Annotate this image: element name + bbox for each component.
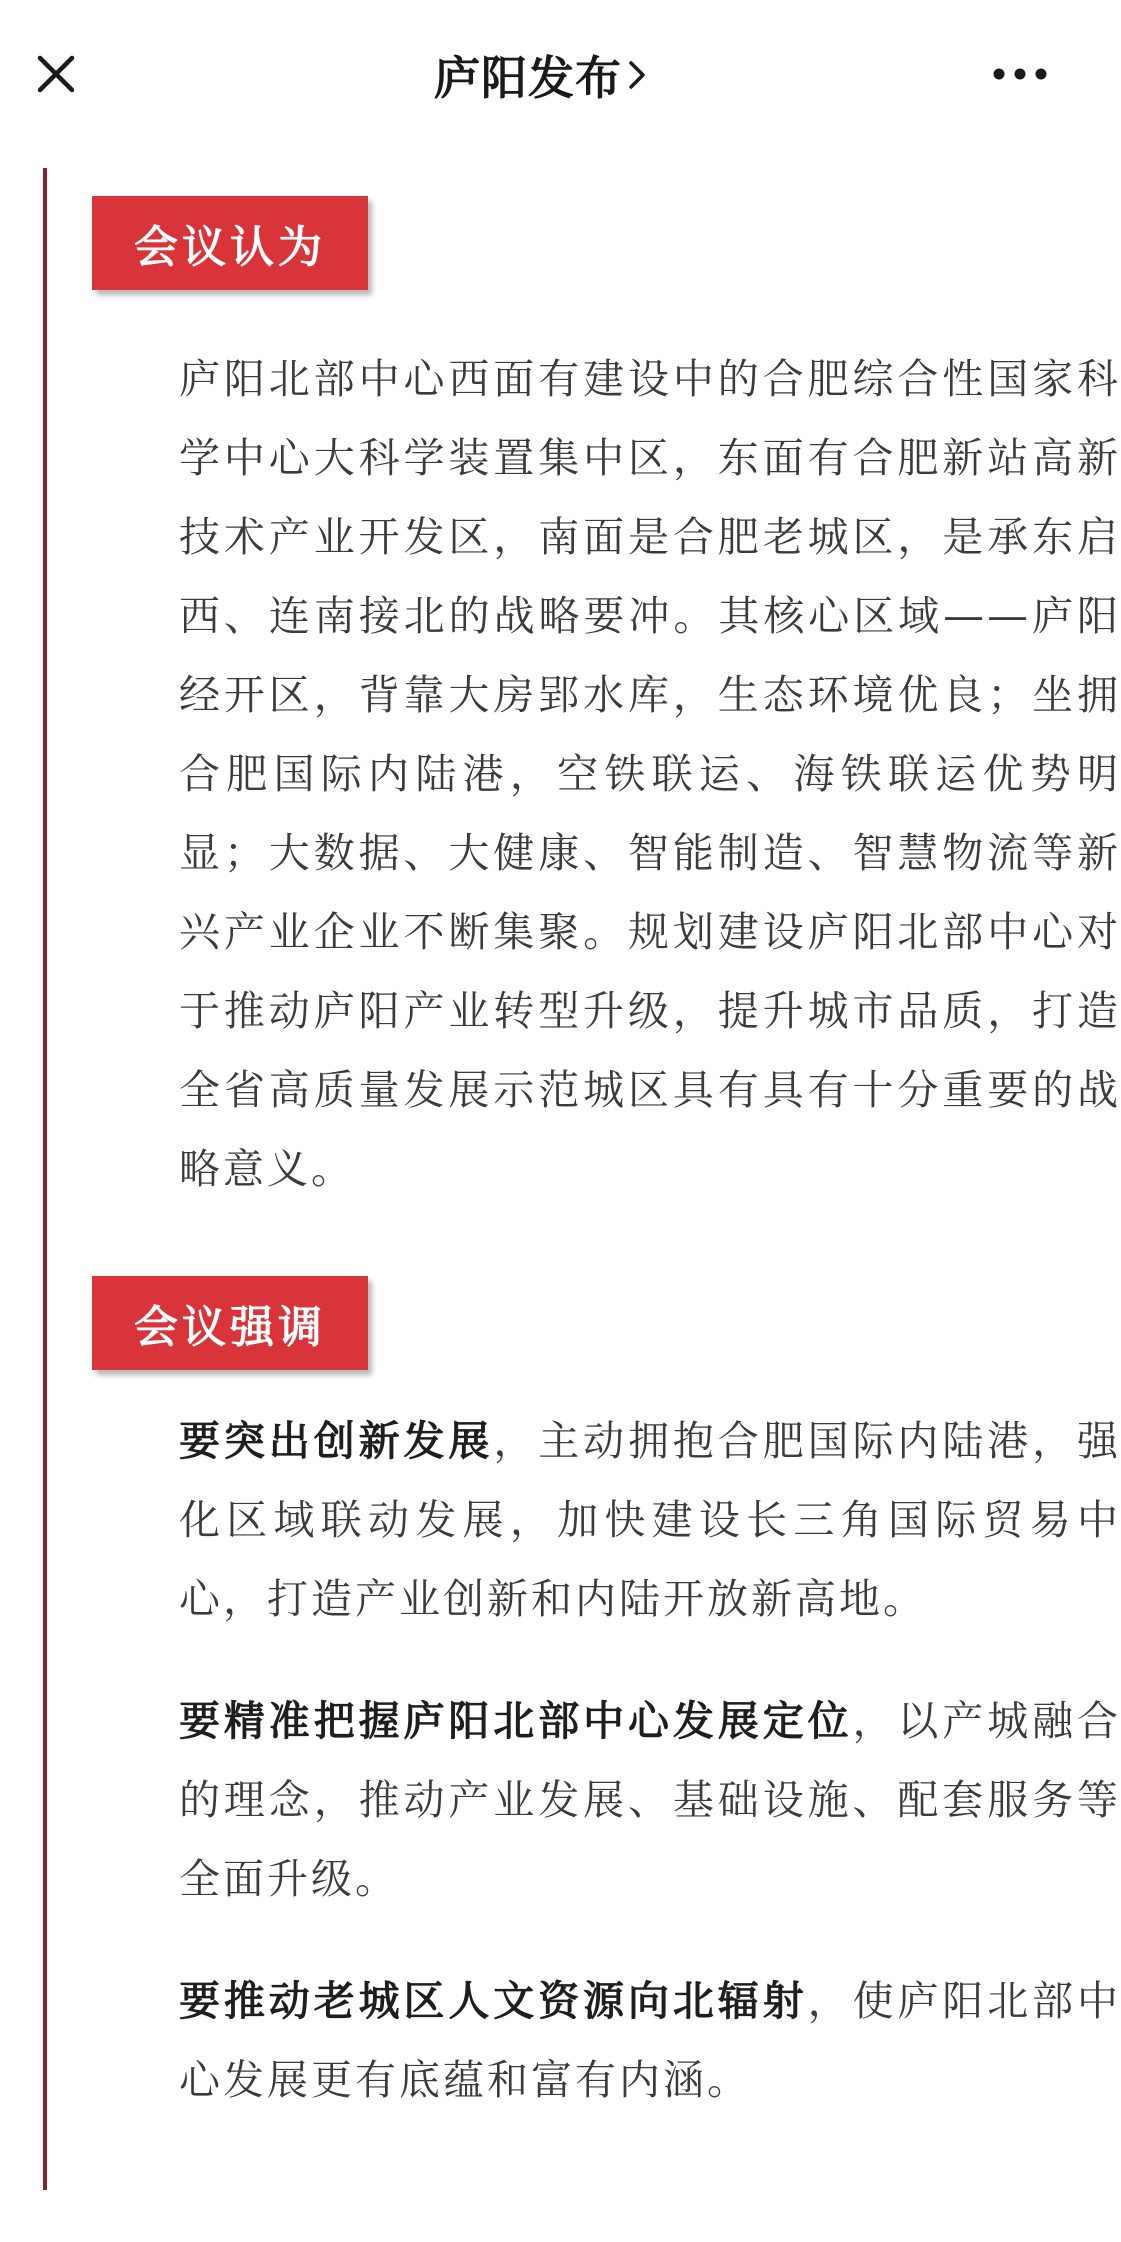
emphasis-text: 要精准把握庐阳北部中心发展定位 <box>179 1697 853 1745</box>
section-tag-meeting-emphasis <box>92 1276 368 1370</box>
chevron-right-icon <box>628 52 646 98</box>
left-border-rule <box>43 168 47 2190</box>
section-tag-label: 会议认为 <box>134 222 326 273</box>
page-title: 庐阳发布 <box>434 51 622 105</box>
body-text: ，使庐阳北部中心发展更有底蕴和富有内涵。 <box>179 1977 1121 2104</box>
article-paragraph-2 <box>95 1402 1121 1639</box>
article-paragraph-4 <box>95 1962 1121 2120</box>
emphasis-text: 要突出创新发展 <box>179 1417 494 1465</box>
article-paragraph-1: 庐阳北部中心西面有建设中的合肥综合性国家科学中心大科学装置集中区，东面有合肥新站高新技术产业开发区，南面是合肥老城区，是承东启西、连南接北的战略要冲。其核心区域——庐阳经开区，背靠大房郢水库，生态环境优良；坐拥合肥国际内陆港，空铁联运、海铁联运优势明显；大数据、大健康、智能制造、智慧物流等新兴产业企业不断集聚。规划建设庐阳北部中心对于推动庐阳产业转型升级，提升城市品质，打造全省高质量发展示范城区具有具有十分重要的战略意义。 <box>179 355 1121 1193</box>
account-title-link[interactable] <box>0 40 1080 110</box>
article-paragraph-3 <box>95 1682 1121 1919</box>
section-tag-label: 会议强调 <box>134 1302 326 1353</box>
section-tag-meeting-view <box>92 196 368 290</box>
more-horizontal-icon <box>992 67 1048 81</box>
body-text: ，主动拥抱合肥国际内陆港，强化区域联动发展，加快建设长三角国际贸易中心，打造产业创新和内陆开放新高地。 <box>179 1417 1121 1623</box>
body-text: ，以产城融合的理念，推动产业发展、基础设施、配套服务等全面升级。 <box>179 1697 1121 1903</box>
top-navigation-bar <box>0 0 1080 150</box>
emphasis-text: 要推动老城区人文资源向北辐射 <box>179 1977 808 2025</box>
more-options-button[interactable] <box>982 40 1058 108</box>
